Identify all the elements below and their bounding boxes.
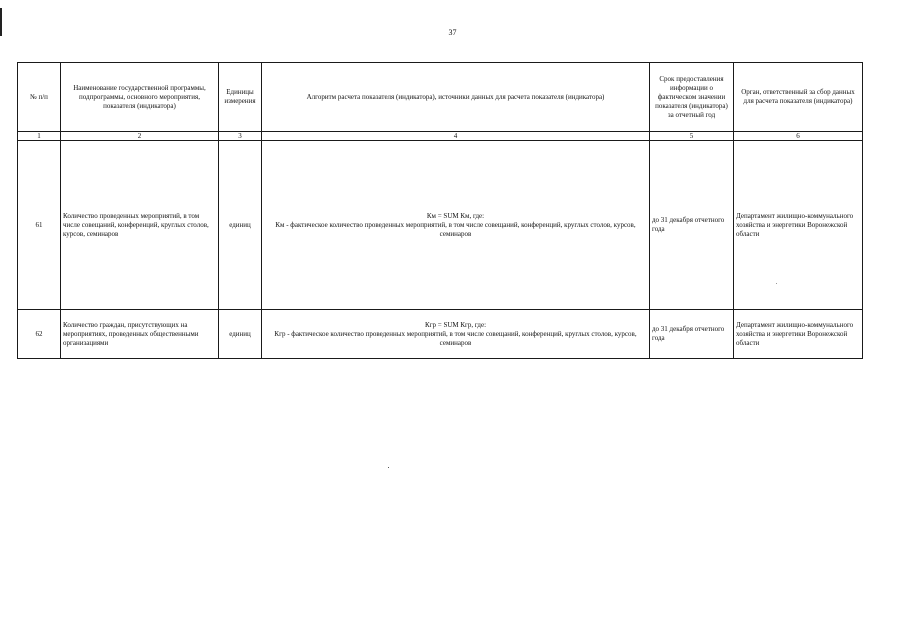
row-algorithm: Км - фактическое количество проведенных мероприятий, в том числе совещаний, конференций, круглых столов, курсов, семинаров — [275, 220, 636, 238]
row-number: 62 — [18, 310, 61, 359]
column-number: 5 — [650, 132, 734, 141]
page-number: 37 — [448, 28, 457, 37]
column-number: 1 — [18, 132, 61, 141]
row-term: до 31 декабря отчетного года — [650, 310, 734, 359]
header-number: № п/п — [18, 63, 61, 132]
row-name: Количество граждан, присутствующих на мероприятиях, проведенных общественными организациями — [61, 310, 219, 359]
table-row — [18, 141, 863, 310]
table-header-row — [18, 63, 863, 132]
header-organ: Орган, ответственный за сбор данных для расчета показателя (индикатора) — [734, 63, 863, 132]
row-organ: Департамент жилищно-коммунального хозяйства и энергетики Воронежской области — [734, 141, 863, 310]
row-formula: Км = SUM Км, где: — [426, 211, 485, 220]
row-algorithm: Кгр - фактическое количество проведенных мероприятий, в том числе совещаний, конференций, круглых столов, курсов, семинаров — [274, 329, 637, 347]
header-unit: Единицы измерения — [219, 63, 262, 132]
row-algorithm-cell — [262, 141, 650, 310]
row-formula: Кгр = SUM Кгр, где: — [424, 320, 487, 329]
row-number: 61 — [18, 141, 61, 310]
column-number: 6 — [734, 132, 863, 141]
column-number: 2 — [61, 132, 219, 141]
header-algorithm: Алгоритм расчета показателя (индикатора), источники данных для расчета показателя (индикатора) — [262, 63, 650, 132]
header-term: Срок предоставления информации о фактическом значении показателя (индикатора) за отчетный год — [650, 63, 734, 132]
scan-speck — [388, 467, 389, 468]
row-organ: Департамент жилищно-коммунального хозяйства и энергетики Воронежской области — [734, 310, 863, 359]
table-row — [18, 310, 863, 359]
indicator-table — [17, 62, 863, 359]
row-unit: единиц — [219, 310, 262, 359]
column-number-row — [18, 132, 863, 141]
column-number: 4 — [262, 132, 650, 141]
row-term: до 31 декабря отчетного года — [650, 141, 734, 310]
column-number: 3 — [219, 132, 262, 141]
row-unit: единиц — [219, 141, 262, 310]
row-algorithm-cell — [262, 310, 650, 359]
scan-speck — [776, 283, 777, 284]
header-name: Наименование государственной программы, подпрограммы, основного мероприятия, показателя (индикатора) — [61, 63, 219, 132]
row-name: Количество проведенных мероприятий, в том числе совещаний, конференций, круглых столов, курсов, семинаров — [61, 141, 219, 310]
